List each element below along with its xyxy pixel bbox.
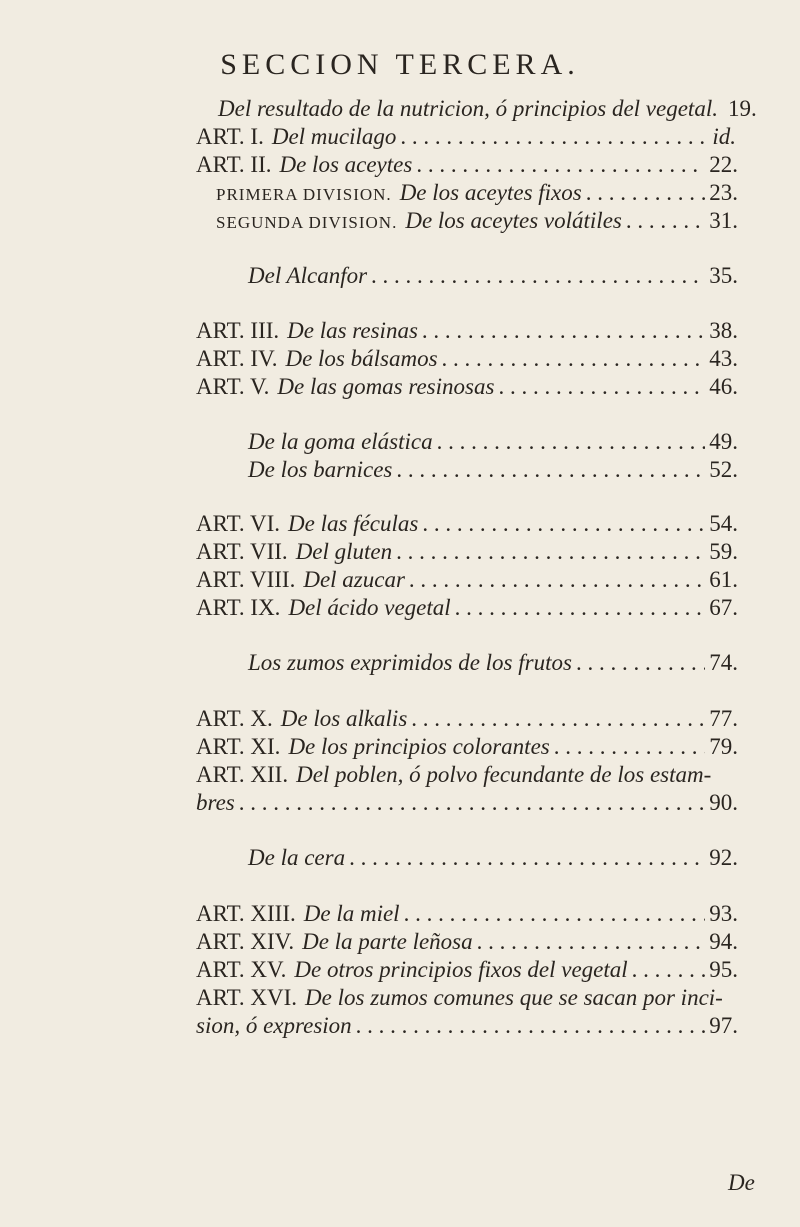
entry-prefix: ART. II. bbox=[196, 152, 272, 177]
entry-page: 79. bbox=[709, 734, 738, 759]
entry-prefix: ART. IV. bbox=[196, 346, 278, 371]
entry-prefix: PRIMERA DIVISION. bbox=[216, 185, 392, 204]
entry-page: 94. bbox=[709, 929, 738, 954]
dot-leader bbox=[455, 594, 706, 622]
catchword: De bbox=[728, 1170, 755, 1195]
entry-prefix: ART. I. bbox=[196, 124, 264, 149]
entry-page: 38. bbox=[709, 318, 738, 343]
entry-title: Del Alcanfor bbox=[248, 263, 368, 288]
entry-prefix: ART. VI. bbox=[196, 511, 281, 536]
entry-title: Del gluten bbox=[295, 539, 393, 564]
dot-leader bbox=[422, 510, 705, 538]
entry-prefix: ART. VII. bbox=[196, 539, 288, 564]
toc-entry bbox=[196, 733, 738, 761]
toc-entry bbox=[216, 179, 738, 209]
dot-leader bbox=[416, 151, 705, 179]
toc-entry bbox=[196, 510, 738, 538]
entry-prefix: ART. XIV. bbox=[196, 929, 295, 954]
entry-prefix: ART. VIII. bbox=[196, 567, 296, 592]
dot-leader bbox=[411, 705, 705, 733]
entry-page: 61. bbox=[709, 567, 738, 592]
toc-entry bbox=[248, 844, 738, 872]
toc-entry bbox=[196, 594, 738, 622]
dot-leader bbox=[422, 317, 705, 345]
toc-entry bbox=[196, 984, 756, 1012]
entry-page: 93. bbox=[709, 901, 738, 926]
toc-entry bbox=[196, 151, 738, 179]
entry-title: Del mucilago bbox=[271, 124, 397, 149]
toc-entry bbox=[248, 456, 738, 484]
toc-entry bbox=[196, 928, 738, 956]
entry-title: De los aceytes fixos bbox=[399, 180, 582, 205]
toc-entry bbox=[216, 207, 738, 237]
toc-entry bbox=[196, 956, 738, 984]
entry-prefix: ART. V. bbox=[196, 374, 270, 399]
section-heading: SECCION TERCERA. bbox=[220, 48, 580, 81]
toc-entry bbox=[196, 538, 738, 566]
entry-page: 19. bbox=[727, 96, 757, 121]
entry-title: Del azucar bbox=[303, 567, 405, 592]
entry-prefix: ART. XI. bbox=[196, 734, 281, 759]
entry-page: 49. bbox=[709, 429, 738, 454]
toc-entry bbox=[196, 705, 738, 733]
entry-title: Del resultado de la nutricion, ó principios del vegetal. bbox=[218, 96, 718, 121]
entry-page: 31. bbox=[709, 208, 738, 233]
entry-prefix: ART. X. bbox=[196, 706, 273, 731]
entry-title: De los principios colorantes bbox=[288, 734, 550, 759]
dot-leader bbox=[349, 844, 705, 872]
entry-page: 97. bbox=[709, 1013, 738, 1038]
entry-title: De las gomas resinosas bbox=[277, 374, 495, 399]
entry-page: 46. bbox=[709, 374, 738, 399]
entry-prefix: ART. III. bbox=[196, 318, 280, 343]
dot-leader bbox=[626, 207, 705, 235]
toc-entry bbox=[196, 373, 738, 401]
entry-prefix: ART. XVI. bbox=[196, 985, 298, 1010]
entry-title: De otros principios fixos del vegetal bbox=[294, 957, 628, 982]
entry-title: De los barnices bbox=[248, 457, 393, 482]
toc-entry bbox=[196, 789, 738, 817]
dot-leader bbox=[409, 566, 705, 594]
entry-prefix: ART. IX. bbox=[196, 595, 281, 620]
entry-title: De los alkalis bbox=[280, 706, 408, 731]
entry-page: 90. bbox=[709, 790, 738, 815]
toc-entry bbox=[248, 428, 738, 456]
entry-title: sion, ó expresion bbox=[196, 1013, 352, 1038]
entry-page: 74. bbox=[709, 650, 738, 675]
toc-entry bbox=[218, 95, 773, 123]
entry-page: 43. bbox=[709, 346, 738, 371]
dot-leader bbox=[371, 262, 705, 290]
toc-entry bbox=[196, 1012, 738, 1040]
dot-leader bbox=[576, 649, 705, 677]
toc-entry bbox=[196, 345, 738, 373]
entry-prefix: ART. XII. bbox=[196, 762, 289, 787]
entry-title: De la miel bbox=[303, 901, 400, 926]
entry-prefix: ART. XIII. bbox=[196, 901, 296, 926]
dot-leader bbox=[498, 373, 705, 401]
entry-title: De las resinas bbox=[287, 318, 418, 343]
entry-title: De las féculas bbox=[288, 511, 419, 536]
dot-leader bbox=[477, 928, 706, 956]
entry-title: bres bbox=[196, 790, 235, 815]
dot-leader bbox=[554, 733, 706, 761]
dot-leader bbox=[404, 900, 706, 928]
entry-prefix: ART. XV. bbox=[196, 957, 287, 982]
dot-leader bbox=[239, 789, 705, 817]
entry-title: Del ácido vegetal bbox=[288, 595, 451, 620]
entry-page: 22. bbox=[709, 152, 738, 177]
entry-title: De los aceytes bbox=[279, 152, 413, 177]
dot-leader bbox=[396, 456, 705, 484]
dot-leader bbox=[400, 123, 708, 151]
dot-leader bbox=[442, 345, 706, 373]
entry-title: De los aceytes volátiles bbox=[405, 208, 622, 233]
toc-entry bbox=[196, 123, 736, 151]
entry-title: Del poblen, ó polvo fecundante de los estam- bbox=[296, 762, 712, 787]
entry-title: De la goma elástica bbox=[248, 429, 433, 454]
entry-page: 23. bbox=[709, 180, 738, 205]
dot-leader bbox=[396, 538, 705, 566]
toc-entry bbox=[196, 566, 738, 594]
entry-prefix: SEGUNDA DIVISION. bbox=[216, 213, 398, 232]
entry-page: 95. bbox=[709, 957, 738, 982]
entry-title: De los zumos comunes que se sacan por inci- bbox=[305, 985, 723, 1010]
toc-entry bbox=[196, 317, 738, 345]
entry-page: 67. bbox=[709, 595, 738, 620]
toc-entry bbox=[248, 649, 738, 677]
entry-page: 59. bbox=[709, 539, 738, 564]
entry-title: Los zumos exprimidos de los frutos bbox=[248, 650, 572, 675]
entry-page: 52. bbox=[709, 457, 738, 482]
dot-leader bbox=[437, 428, 706, 456]
dot-leader bbox=[356, 1012, 706, 1040]
dot-leader bbox=[586, 179, 706, 207]
entry-title: De los bálsamos bbox=[285, 346, 438, 371]
entry-page: 54. bbox=[709, 511, 738, 536]
entry-page: 77. bbox=[709, 706, 738, 731]
dot-leader bbox=[632, 956, 706, 984]
entry-page: 35. bbox=[709, 263, 738, 288]
toc-entry bbox=[248, 262, 738, 290]
entry-title: De la parte leñosa bbox=[302, 929, 473, 954]
toc-entry bbox=[196, 900, 738, 928]
toc-entry bbox=[196, 761, 756, 789]
entry-title: De la cera bbox=[248, 845, 346, 870]
entry-page: id. bbox=[712, 124, 736, 149]
entry-page: 92. bbox=[709, 845, 738, 870]
